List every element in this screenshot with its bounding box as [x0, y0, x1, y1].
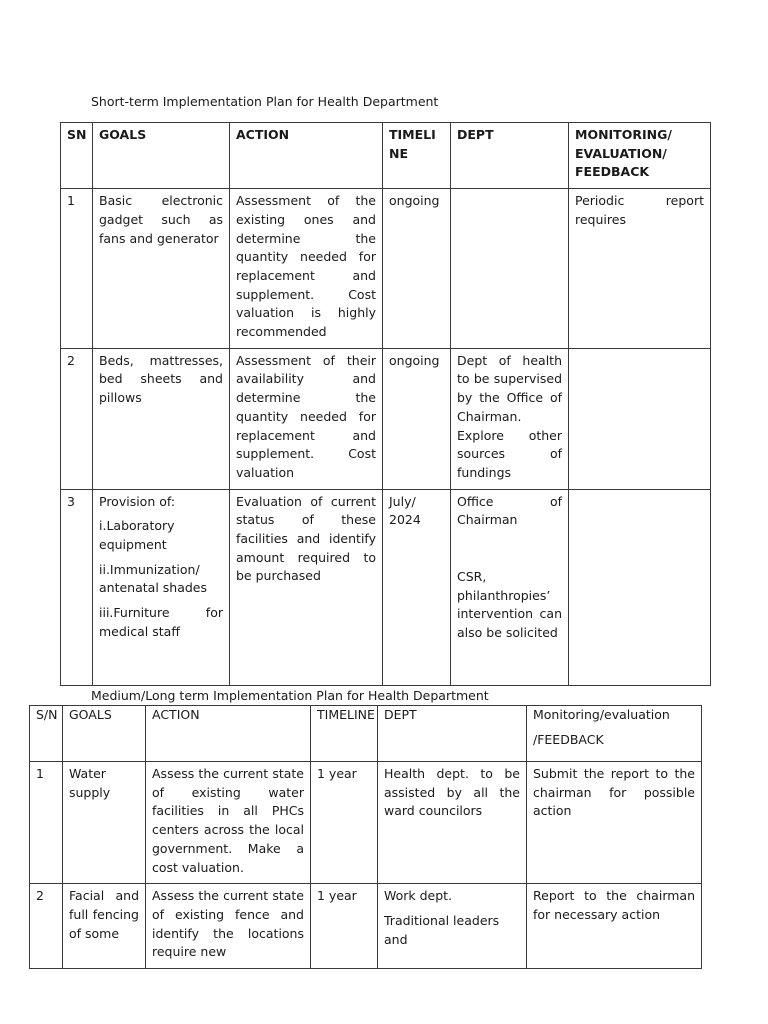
- header-timeline: TIMELINE: [383, 123, 451, 189]
- dept-line: Office of Chairman: [457, 493, 562, 528]
- cell-goals: Water supply: [63, 762, 146, 884]
- header-sn: SN: [61, 123, 93, 189]
- cell-monitoring: [569, 489, 711, 685]
- cell-dept: [451, 189, 569, 349]
- cell-timeline: ongoing: [383, 189, 451, 349]
- table-row: [30, 884, 702, 969]
- goals-item: ii.Immunization/ antenatal shades: [99, 561, 207, 596]
- cell-sn: 1: [61, 189, 93, 349]
- cell-goals: Facial and full fencing of some: [63, 884, 146, 969]
- cell-sn: 1: [30, 762, 63, 884]
- cell-action: Evaluation of current status of these facilities and identify amount required to be purchased: [230, 489, 383, 685]
- header-action: ACTION: [146, 706, 311, 762]
- table-row: [61, 348, 711, 489]
- cell-monitoring: Report to the chairman for necessary action: [527, 884, 702, 969]
- medium-term-plan-table: [29, 705, 702, 969]
- cell-sn: 3: [61, 489, 93, 685]
- short-term-plan-caption: Short-term Implementation Plan for Health Department: [91, 94, 439, 109]
- header-dept: DEPT: [451, 123, 569, 189]
- table-header-row: [61, 123, 711, 189]
- cell-sn: 2: [61, 348, 93, 489]
- table-row: [30, 762, 702, 884]
- table-row: [61, 489, 711, 685]
- table-header-row: [30, 706, 702, 762]
- cell-dept: [451, 489, 569, 685]
- cell-timeline: 1 year: [311, 762, 378, 884]
- dept-line: Work dept.: [384, 888, 453, 904]
- goals-item: iii.Furniture for medical staff: [99, 605, 223, 639]
- cell-goals: Basic electronic gadget such as fans and generator: [93, 189, 230, 349]
- dept-line: CSR, philanthropies’ intervention can also be solicited: [457, 569, 562, 641]
- cell-timeline: July/ 2024: [383, 489, 451, 685]
- header-monitoring-line: /FEEDBACK: [533, 731, 604, 747]
- cell-dept: Health dept. to be assisted by all the ward councilors: [378, 762, 527, 884]
- cell-dept: [378, 884, 527, 969]
- cell-monitoring: Periodic report requires: [569, 189, 711, 349]
- cell-timeline: ongoing: [383, 348, 451, 489]
- header-dept: DEPT: [378, 706, 527, 762]
- goals-item: i.Laboratory equipment: [99, 518, 175, 553]
- header-sn: S/N: [30, 706, 63, 762]
- cell-monitoring: [569, 348, 711, 489]
- goals-intro: Provision of:: [99, 493, 176, 509]
- cell-dept: Dept of health to be supervised by the Office of Chairman. Explore other sources of fundings: [451, 348, 569, 489]
- header-timeline: TIMELINE: [311, 706, 378, 762]
- header-monitoring-line: Monitoring/evaluation: [533, 707, 670, 722]
- cell-sn: 2: [30, 884, 63, 969]
- header-goals: GOALS: [93, 123, 230, 189]
- table-row: [61, 189, 711, 349]
- medium-term-plan-caption: Medium/Long term Implementation Plan for Health Department: [91, 688, 489, 703]
- short-term-plan-table: [60, 122, 711, 686]
- cell-action: Assessment of their availability and determine the quantity needed for replacement and supplement. Cost valuation: [230, 348, 383, 489]
- cell-action: Assess the current state of existing water facilities in all PHCs centers across the local government. Make a cost valuation.: [146, 762, 311, 884]
- cell-action: Assessment of the existing ones and determine the quantity needed for replacement and supplement. Cost valuation is highly recommended: [230, 189, 383, 349]
- cell-monitoring: Submit the report to the chairman for possible action: [527, 762, 702, 884]
- header-monitoring: [527, 706, 702, 762]
- cell-action: Assess the current state of existing fence and identify the locations require new: [146, 884, 311, 969]
- cell-goals: Beds, mattresses, bed sheets and pillows: [93, 348, 230, 489]
- cell-timeline: 1 year: [311, 884, 378, 969]
- header-monitoring: MONITORING/ EVALUATION/ FEEDBACK: [569, 123, 711, 189]
- header-goals: GOALS: [63, 706, 146, 762]
- header-action: ACTION: [230, 123, 383, 189]
- dept-line: Traditional leaders and: [384, 912, 500, 947]
- cell-goals: [93, 489, 230, 685]
